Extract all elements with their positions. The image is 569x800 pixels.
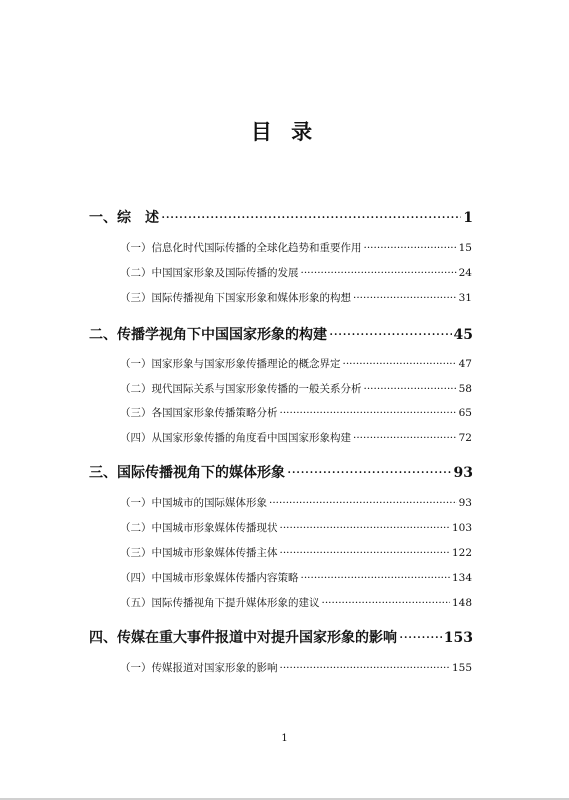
toc-title: 目 录 <box>250 119 319 144</box>
entry-title: （三）中国城市形象媒体传播主体 <box>120 547 278 559</box>
entry-page-number: 58 <box>458 383 472 395</box>
entry-page-number: 155 <box>451 662 472 674</box>
entry-title: （五）国际传播视角下提升媒体形象的建议 <box>120 597 320 609</box>
toc-section-entry <box>120 570 472 586</box>
dot-leader <box>280 545 450 561</box>
entry-title: （四）从国家形象传播的角度看中国国家形象构建 <box>120 432 351 444</box>
dot-leader <box>364 381 457 397</box>
dot-leader <box>329 325 452 345</box>
entry-title: 一、综 述 <box>89 210 159 226</box>
dot-leader <box>353 430 457 446</box>
toc-section-entry <box>120 520 472 536</box>
entry-title: 三、国际传播视角下的媒体形象 <box>89 465 285 481</box>
entry-title: （一）信息化时代国际传播的全球化趋势和重要作用 <box>120 242 362 254</box>
entry-page-number: 1 <box>463 210 473 226</box>
entry-page-number: 134 <box>451 572 472 584</box>
entry-page-number: 45 <box>453 327 473 343</box>
entry-title: （一）中国城市的国际媒体形象 <box>120 497 267 509</box>
dot-leader <box>399 628 442 648</box>
entry-title: （四）中国城市形象媒体传播内容策略 <box>120 572 299 584</box>
dot-leader <box>280 660 450 676</box>
toc-section-entry <box>120 595 472 611</box>
entry-page-number: 103 <box>451 522 472 534</box>
toc-chapter-entry <box>89 208 473 228</box>
toc-section-entry <box>120 430 472 446</box>
entry-title: 四、传媒在重大事件报道中对提升国家形象的影响 <box>89 630 397 646</box>
entry-title: （三）国际传播视角下国家形象和媒体形象的构想 <box>120 292 351 304</box>
toc-section-entry <box>120 660 472 676</box>
entry-page-number: 24 <box>458 267 472 279</box>
entry-title: （二）中国国家形象及国际传播的发展 <box>120 267 299 279</box>
entry-title: 二、传播学视角下中国国家形象的构建 <box>89 327 327 343</box>
dot-leader <box>364 240 457 256</box>
toc-section-entry <box>120 545 472 561</box>
toc-section-entry <box>120 356 472 372</box>
entry-title: （二）现代国际关系与国家形象传播的一般关系分析 <box>120 383 362 395</box>
entry-title: （一）传媒报道对国家形象的影响 <box>120 662 278 674</box>
entry-page-number: 72 <box>458 432 472 444</box>
toc-section-entry <box>120 265 472 281</box>
entry-page-number: 93 <box>453 465 473 481</box>
toc-chapter-entry <box>89 628 473 648</box>
dot-leader <box>301 265 457 281</box>
entry-title: （一）国家形象与国家形象传播理论的概念界定 <box>120 358 341 370</box>
entry-title: （二）中国城市形象媒体传播现状 <box>120 522 278 534</box>
entry-page-number: 122 <box>451 547 472 559</box>
entry-page-number: 47 <box>458 358 472 370</box>
dot-leader <box>301 570 450 586</box>
toc-section-entry <box>120 405 472 421</box>
dot-leader <box>280 405 457 421</box>
page-number: 1 <box>281 733 288 744</box>
toc-chapter-entry <box>89 325 473 345</box>
entry-page-number: 65 <box>458 407 472 419</box>
entry-title: （三）各国国家形象传播策略分析 <box>120 407 278 419</box>
dot-leader <box>161 208 461 228</box>
entry-page-number: 31 <box>458 292 472 304</box>
dot-leader <box>269 495 457 511</box>
toc-chapter-entry <box>89 463 473 483</box>
toc-section-entry <box>120 381 472 397</box>
entry-page-number: 153 <box>443 630 473 646</box>
dot-leader <box>280 520 450 536</box>
dot-leader <box>353 290 457 306</box>
toc-section-entry <box>120 495 472 511</box>
entry-page-number: 93 <box>458 497 472 509</box>
dot-leader <box>322 595 450 611</box>
entry-page-number: 148 <box>451 597 472 609</box>
entry-page-number: 15 <box>458 242 472 254</box>
dot-leader <box>287 463 452 483</box>
toc-section-entry <box>120 240 472 256</box>
dot-leader <box>343 356 457 372</box>
toc-section-entry <box>120 290 472 306</box>
